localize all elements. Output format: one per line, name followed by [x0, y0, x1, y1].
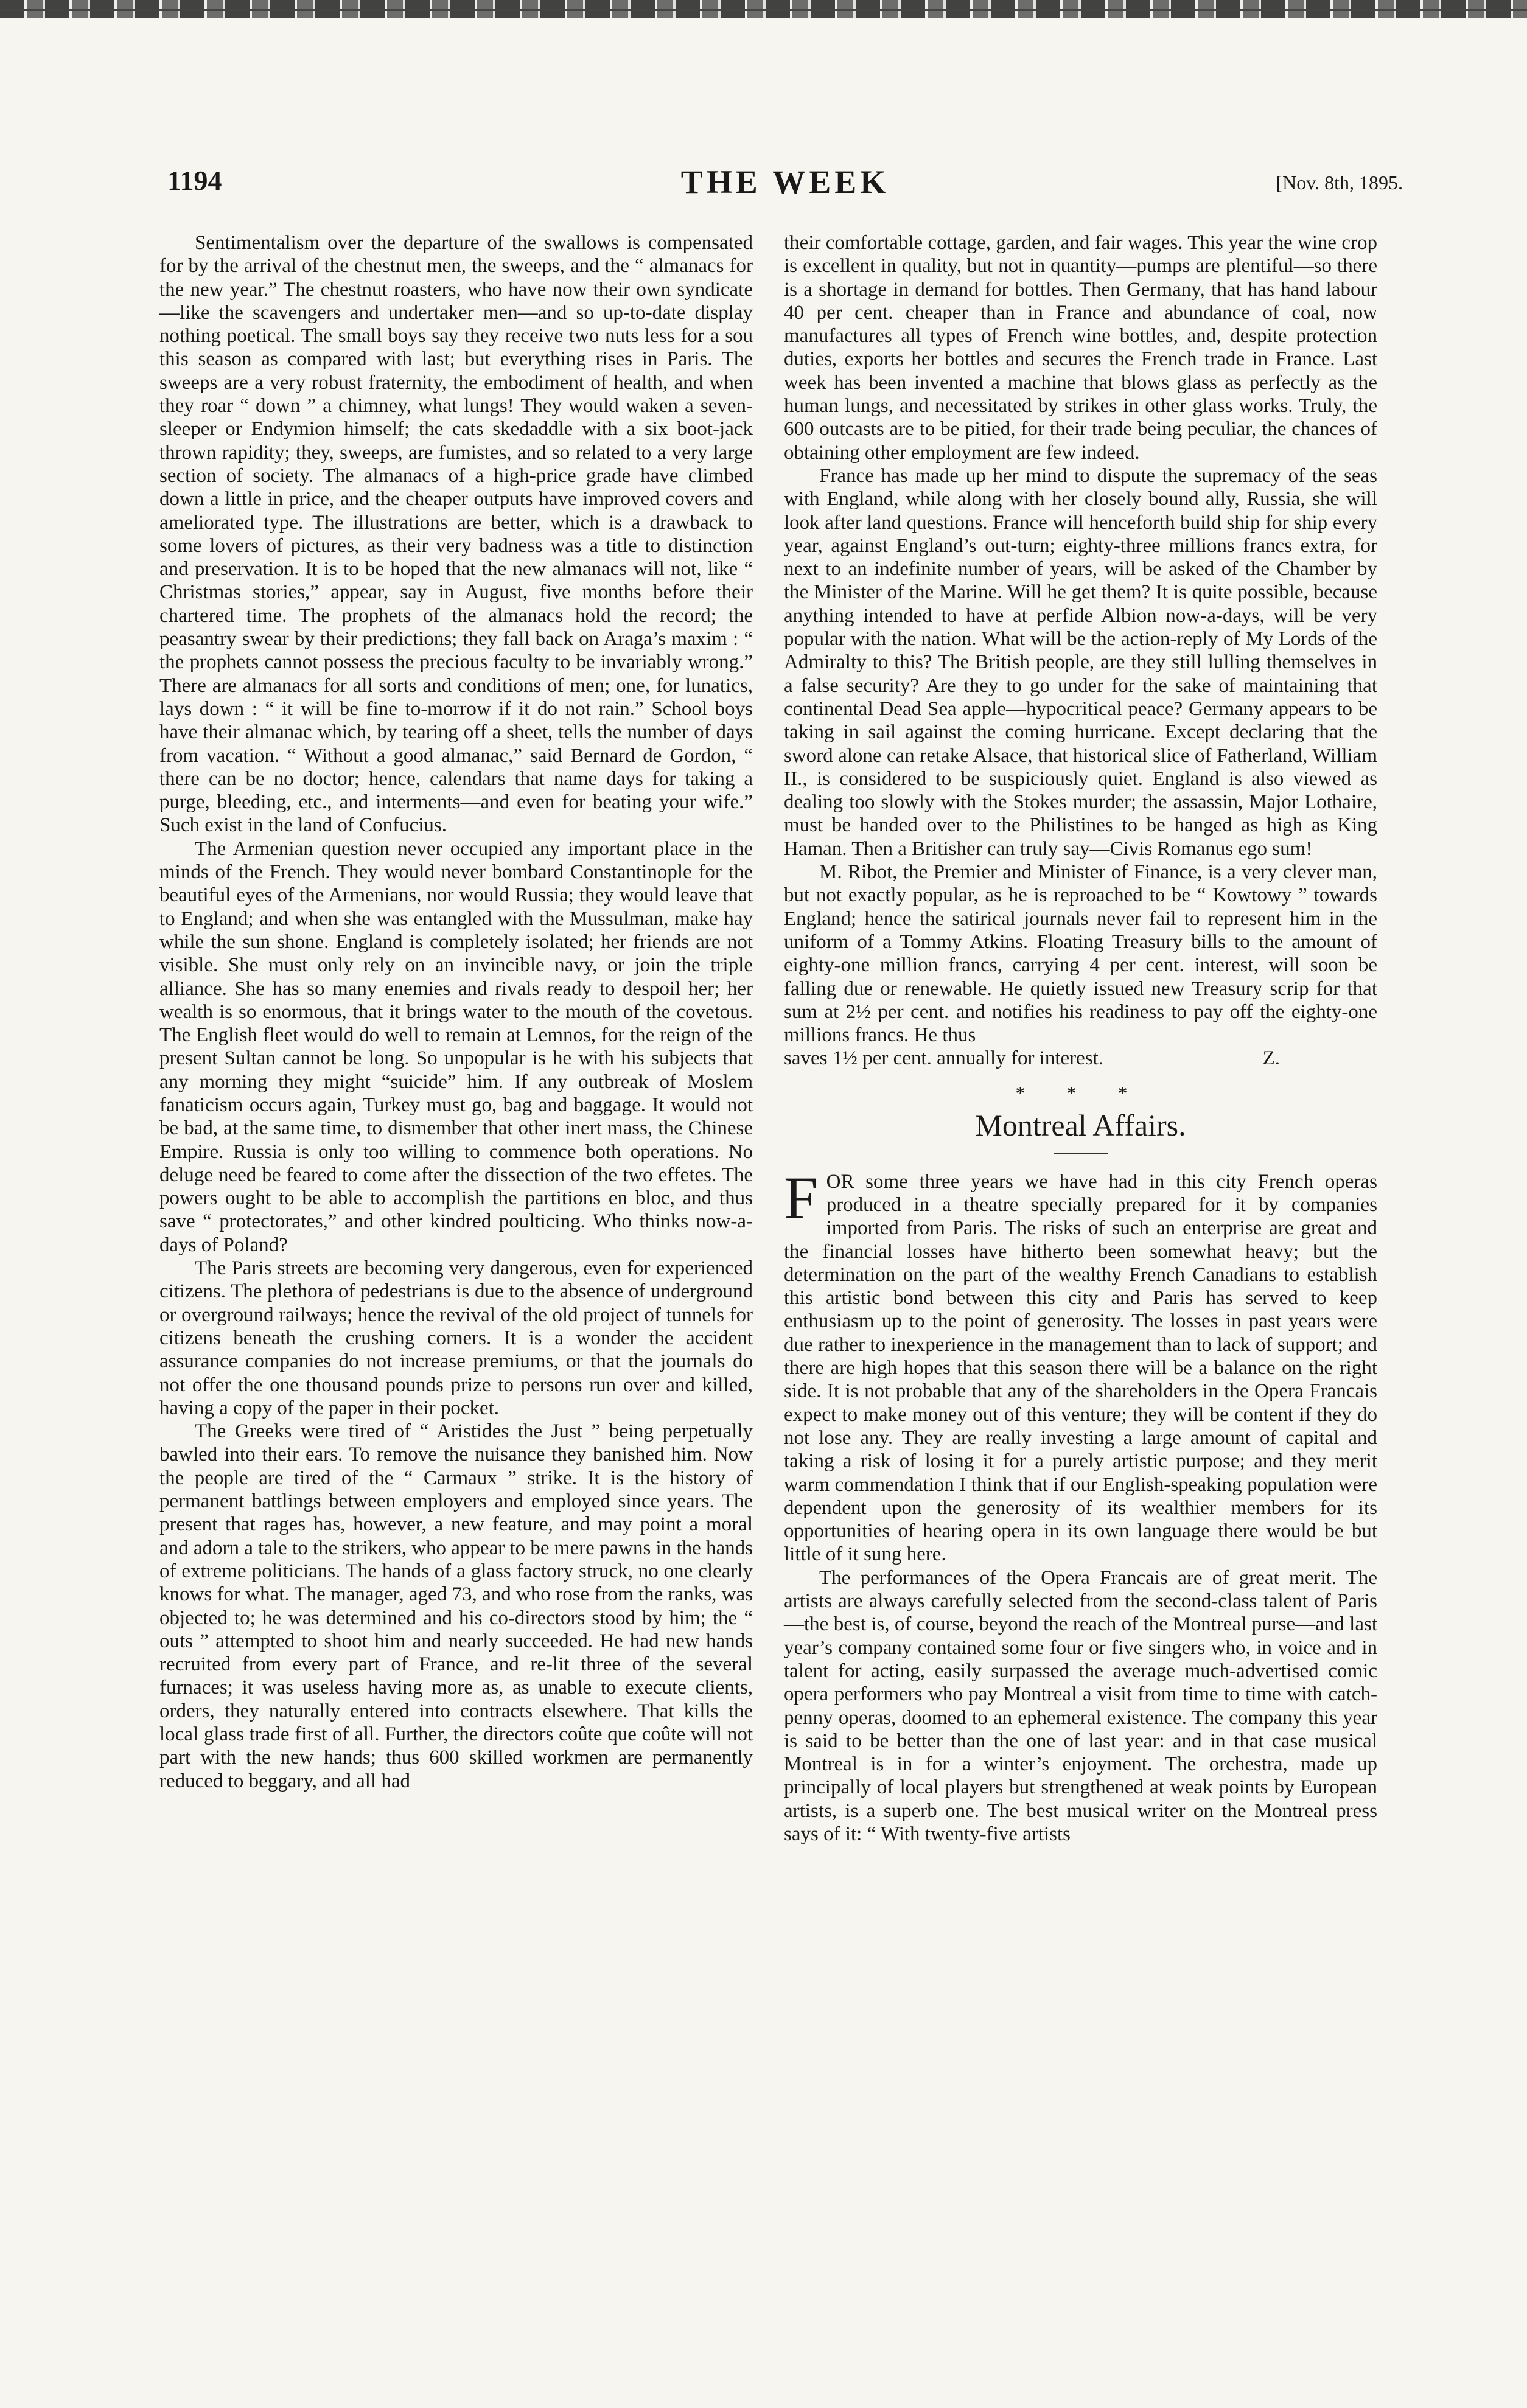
paragraph: France has made up her mind to dispute the supremacy of the seas with England, while along with her closely bound ally, Russia, she will look after land questions. France will henceforth build ship for ship every year, against England’s out-turn; eighty-three millions francs extra, for next to an indefinite number of years, will be asked of the Chamber by the Minister of the Marine. Will he get them? It is quite possible, because anything intended to have at perfide Albion now-a-days, will be very popular with the nation. What will be the action-reply of My Lords of the Admiralty to this? The British people, are they still lulling themselves in a false security? Are they to go under for the sake of maintaining that continental Dead Sea apple—hypocritical peace? Germany appears to be taking in sail against the coming hurricane. Except declaring that the sword alone can retake Alsace, that historical slice of Fatherland, William II., is considered to be suspiciously quiet. England is also viewed as dealing too slowly with the Stokes murder; the assassin, Major Lothaire, must be handed over to the Philistines to be hanged as high as King Haman. Then a Britisher can truly say—Civis Romanus ego sum! — [784, 464, 1377, 860]
drop-cap: F — [784, 1164, 818, 1232]
right-column — [784, 231, 1377, 1846]
section-paragraph: The performances of the Opera Francais are of great merit. The artists are always carefully selected from the second-class talent of Paris—the best is, of course, beyond the reach of the Montreal purse—and last year’s company contained some four or five singers who, in voice and in talent for acting, easily surpassed the average much-advertised comic opera performers who pay Montreal a visit from time to time with catch-penny operas, doomed to an ephemeral existence. The company this year is said to be better than the one of last year: and in that case musical Montreal is in for a winter’s enjoyment. The orchestra, made up principally of local players but strengthened at weak points by European artists, is a superb one. The best musical writer on the Montreal press says of it: “ With twenty-five artists — [784, 1566, 1377, 1845]
section-first-text: OR some three years we have had in this city French operas produced in a theatre specially prepared for it by companies imported from Paris. The risks of such an enterprise are great and the financial losses have hitherto been somewhat heavy; but the determination on the part of the wealthy French Canadians to establish this artistic bond between this city and Paris has served to keep enthusiasm up to the point of generosity. The losses in past years were due rather to inexperience in the management than to lack of support; and there are high hopes that this season there will be a balance on the right side. It is not probable that any of the shareholders in the Opera Francais expect to make money out of this venture; they will be content if they do not lose any. They are really investing a large amount of capital and taking a risk of losing it for a purely artistic purpose; and they merit warm commendation I think that if our English-speaking population were dependent upon the generosity of its wealthier members for its opportunities of hearing opera in its own language there would be but little of it sung here. — [784, 1170, 1377, 1566]
paragraph: The Paris streets are becoming very dangerous, even for experienced citizens. The plethora of pedestrians is due to the absence of underground or overground railways; hence the revival of the old project of tunnels for citizens beneath the crushing corners. It is a wonder the accident assurance companies do not increase premiums, or that the journals do not offer the one thousand pounds prize to persons run over and killed, having a copy of the paper in their pocket. — [159, 1257, 753, 1419]
paragraph: The Greeks were tired of “ Aristides the Just ” being perpetually bawled into their ears. To remove the nuisance they banished him. Now the people are tired of the “ Carmaux ” strike. It is the history of permanent battlings between employers and employed since years. The present that rages has, however, a new feature, and may point a moral and adorn a tale to the strikers, who appear to be mere pawns in the hands of extreme politicians. The hands of a glass factory struck, no one clearly knows for what. The manager, aged 73, and who rose from the ranks, was objected to; he was determined and his co-directors stood by him; the “ outs ” attempted to shoot him and nearly succeeded. He had new hands recruited from every part of France, and re-lit three of the several furnaces; it was useless having more as, as unable to execute clients, orders, they naturally entered into contracts elsewhere. That kills the local glass trade first of all. Further, the directors coûte que coûte will not part with the new hands; thus 600 skilled workmen are permanently reduced to beggary, and all had — [159, 1420, 753, 1792]
paragraph: their comfortable cottage, garden, and fair wages. This year the wine crop is excellent in quality, but not in quantity—pumps are plentiful—so there is a shortage in demand for bottles. Then Germany, that has hand labour 40 per cent. cheaper than in France and abundance of coal, now manufactures all types of French wine bottles, and, despite protection duties, exports her bottles and secures the French trade in France. Last week has been invented a machine that blows glass as perfectly as the human lungs, and necessitated by strikes in other glass works. Truly, the 600 outcasts are to be pitied, for their trade being peculiar, the chances of obtaining other employment are few indeed. — [784, 232, 1377, 464]
paragraph: Sentimentalism over the departure of the swallows is compensated for by the arrival of the chestnut men, the sweeps, and the “ almanacs for the new year.” The chestnut roasters, who have now their own syndicate—like the scavengers and undertaker men—and so up-to-date display nothing poetical. The small boys say they receive two nuts less for a sou this season as compared with last; but everything rises in Paris. The sweeps are a very robust fraternity, the embodiment of health, and when they roar “ down ” a chimney, what lungs! They would waken a seven-sleeper or Endymion himself; the cats skedaddle with a six boot-jack thrown rapidity; they, sweeps, are fumistes, and so related to a very large section of society. The almanacs of a high-price grade have climbed down a little in price, and the cheaper outputs have improved covers and ameliorated type. The illustrations are better, which is a drawback to some lovers of pictures, as their very badness was a title to distinction and preservation. It is to be hoped that the new almanacs will not, like “ Christmas stories,” appear, say in August, five months before their chartered time. The prophets of the almanacs hold the record; the peasantry swear by their predictions; they fall back on Araga’s maxim : “ the prophets cannot possess the precious faculty to be invariably wrong.” There are almanacs for all sorts and conditions of men; one, for lunatics, lays down : “ it will be fine to-morrow if it do not rain.” School boys have their almanac which, by tearing off a sheet, tells the number of days from vacation. “ Without a good almanac,” said Bernard de Gordon, “ there can be no doctor; hence, calendars that name days for taking a purge, bleeding, etc., and interments—and even for beating your wife.” Such exist in the land of Confucius. — [159, 232, 753, 837]
paragraph: M. Ribot, the Premier and Minister of Finance, is a very clever man, but not exactly popular, as he is reproached to be “ Kowtowy ” towards England; hence the satirical journals never fail to represent him in the uniform of a Tommy Atkins. Floating Treasury bills to the amount of eighty-one million francs, carrying 4 per cent. interest, will soon be falling due or renewable. He quietly issued new Treasury scrip for that sum at 2½ per cent. and notifies his readiness to pay off the eighty-one millions francs. He thus — [784, 861, 1377, 1047]
closing-text: saves 1½ per cent. annually for interest. — [784, 1047, 1104, 1070]
closing-line — [784, 1047, 1377, 1070]
section-paragraph — [784, 1164, 1377, 1566]
top-rule-line — [0, 9, 1527, 11]
masthead-title: THE WEEK — [680, 164, 890, 200]
issue-date: [Nov. 8th, 1895. — [1276, 172, 1403, 194]
paragraph: The Armenian question never occupied any important place in the minds of the French. They would never bombard Constantinople for the beautiful eyes of the Armenians, nor would Russia; they would leave that to England; and when she was entangled with the Mussulman, make hay while the sun shone. England is completely isolated; her friends are not visible. She must only rely on an invincible navy, or join the triple alliance. She has so many enemies and rivals ready to despoil her; her wealth is so enormous, that it brings water to the mouth of the covetous. The English fleet would do well to remain at Lemnos, for the reign of the present Sultan cannot be long. So unpopular is he with his subjects that any morning they might “suicide” him. If any outbreak of Moslem fanaticism occurs again, Turkey must go, bag and baggage. It would not be bad, at the same time, to dismember that other inert mass, the Chinese Empire. Russia is only too willing to commence both operations. No deluge need be feared to come after the dissection of the two effetes. The powers ought to be able to accomplish the partitions en bloc, and thus save “ protectorates,” and other kindred poulticing. Who thinks now-a-days of Poland? — [159, 837, 753, 1256]
section-title: Montreal Affairs. — [975, 1108, 1186, 1142]
section-rule — [1054, 1153, 1108, 1154]
left-column — [159, 231, 753, 1793]
page-header — [167, 164, 1403, 207]
signature: Z. — [1262, 1047, 1280, 1070]
page-number: 1194 — [167, 165, 222, 196]
separator-asterisks: * * * — [1015, 1081, 1146, 1104]
